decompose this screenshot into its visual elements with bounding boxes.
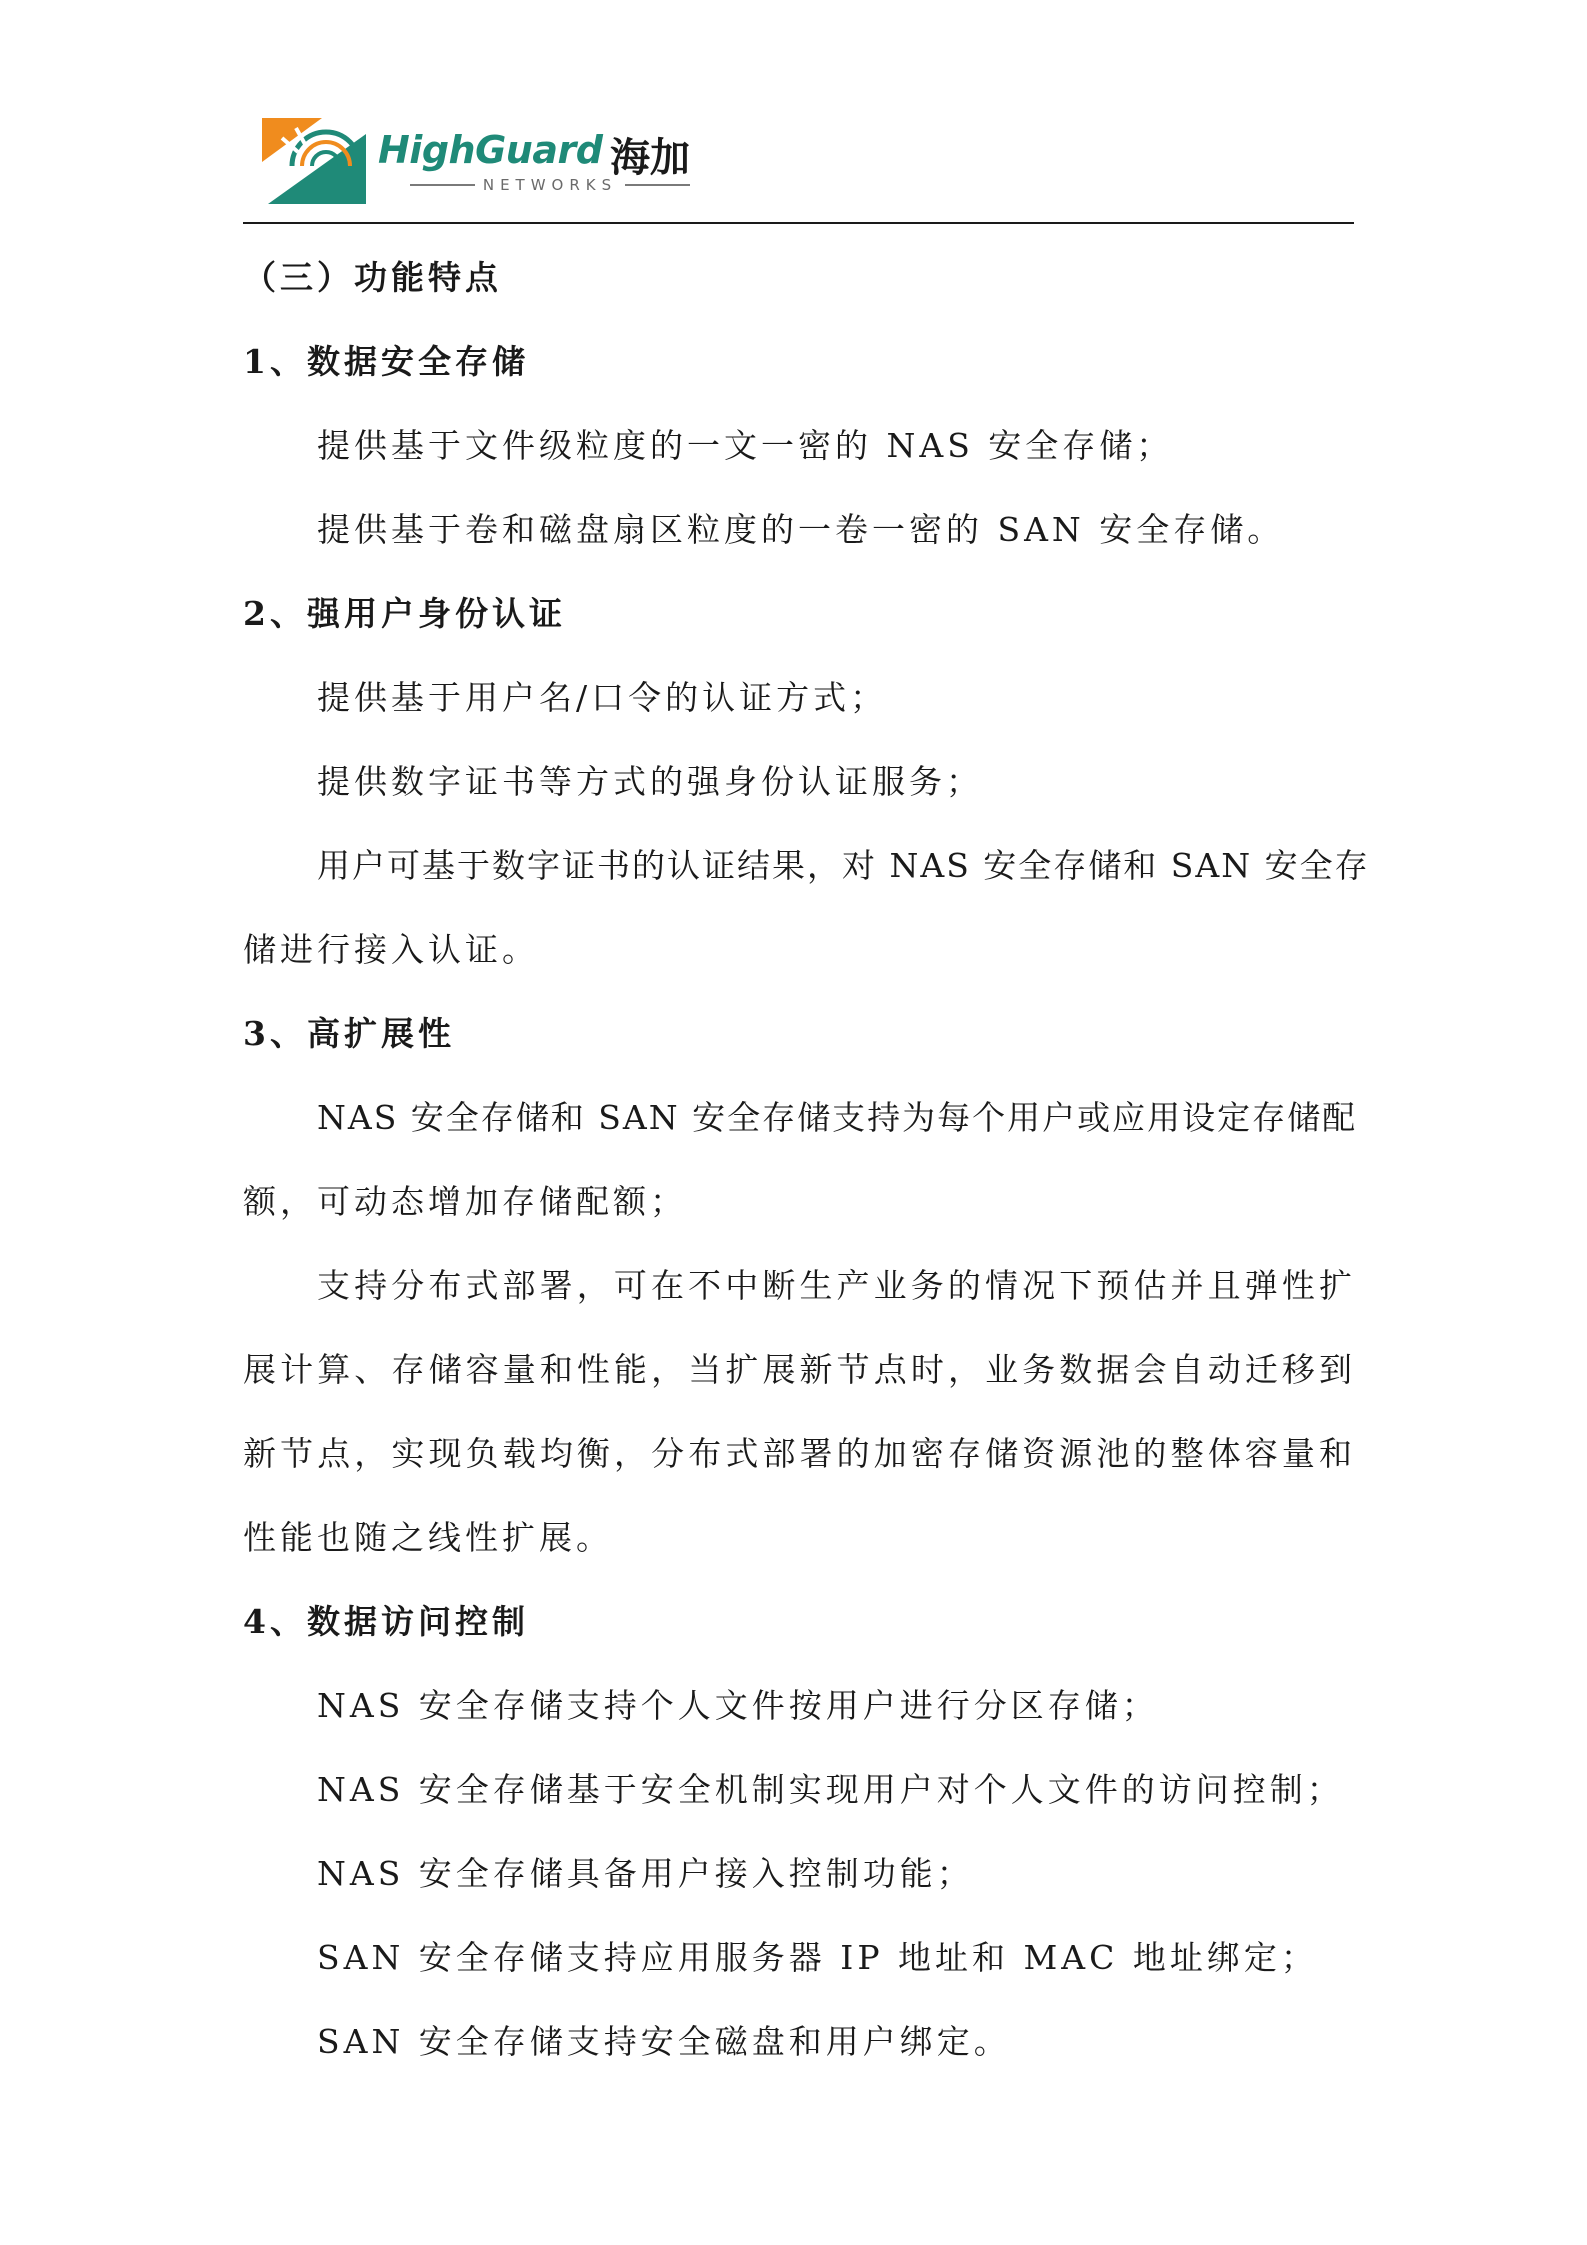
brand-networks-label: NETWORKS <box>482 176 618 194</box>
paragraph: 提供基于文件级粒度的一文一密的 NAS 安全存储； <box>317 426 1174 465</box>
brand-rule-left <box>410 184 475 186</box>
page-header <box>262 118 1362 218</box>
document-body <box>243 236 1370 2084</box>
paragraph-continuation: 储进行接入认证。 <box>243 930 539 969</box>
brand-name-cn: 海加 <box>610 135 690 181</box>
section-2-title: 2、强用户身份认证 <box>243 594 566 633</box>
highguard-logo-icon <box>262 118 366 204</box>
paragraph: 支持分布式部署，可在不中断生产业务的情况下预估并且弹性扩 <box>317 1266 1354 1305</box>
paragraph: NAS 安全存储基于安全机制实现用户对个人文件的访问控制； <box>317 1770 1344 1809</box>
section-1-title: 1、数据安全存储 <box>243 342 529 381</box>
section-heading: （三）功能特点 <box>243 258 502 297</box>
header-divider <box>243 222 1354 224</box>
paragraph: NAS 安全存储和 SAN 安全存储支持为每个用户或应用设定存储配 <box>317 1098 1358 1137</box>
paragraph: 提供基于卷和磁盘扇区粒度的一卷一密的 SAN 安全存储。 <box>317 510 1285 549</box>
paragraph: NAS 安全存储支持个人文件按用户进行分区存储； <box>317 1686 1159 1725</box>
brand-rule-right <box>625 184 690 186</box>
paragraph: 用户可基于数字证书的认证结果，对 NAS 安全存储和 SAN 安全存 <box>317 846 1370 885</box>
paragraph-continuation: 新节点，实现负载均衡，分布式部署的加密存储资源池的整体容量和 <box>243 1434 1354 1473</box>
paragraph: SAN 安全存储支持安全磁盘和用户绑定。 <box>317 2022 1011 2061</box>
paragraph-continuation: 额，可动态增加存储配额； <box>243 1182 687 1221</box>
paragraph: NAS 安全存储具备用户接入控制功能； <box>317 1854 974 1893</box>
section-3-title: 3、高扩展性 <box>243 1014 455 1053</box>
brand-name-en: HighGuard <box>378 128 603 172</box>
paragraph: 提供基于用户名/口令的认证方式； <box>317 678 888 717</box>
paragraph: 提供数字证书等方式的强身份认证服务； <box>317 762 983 801</box>
paragraph-continuation: 展计算、存储容量和性能，当扩展新节点时，业务数据会自动迁移到 <box>243 1350 1354 1389</box>
paragraph: SAN 安全存储支持应用服务器 IP 地址和 MAC 地址绑定； <box>317 1938 1318 1977</box>
paragraph-continuation: 性能也随之线性扩展。 <box>243 1518 613 1557</box>
brand-subtitle <box>410 176 690 194</box>
section-4-title: 4、数据访问控制 <box>243 1602 529 1641</box>
